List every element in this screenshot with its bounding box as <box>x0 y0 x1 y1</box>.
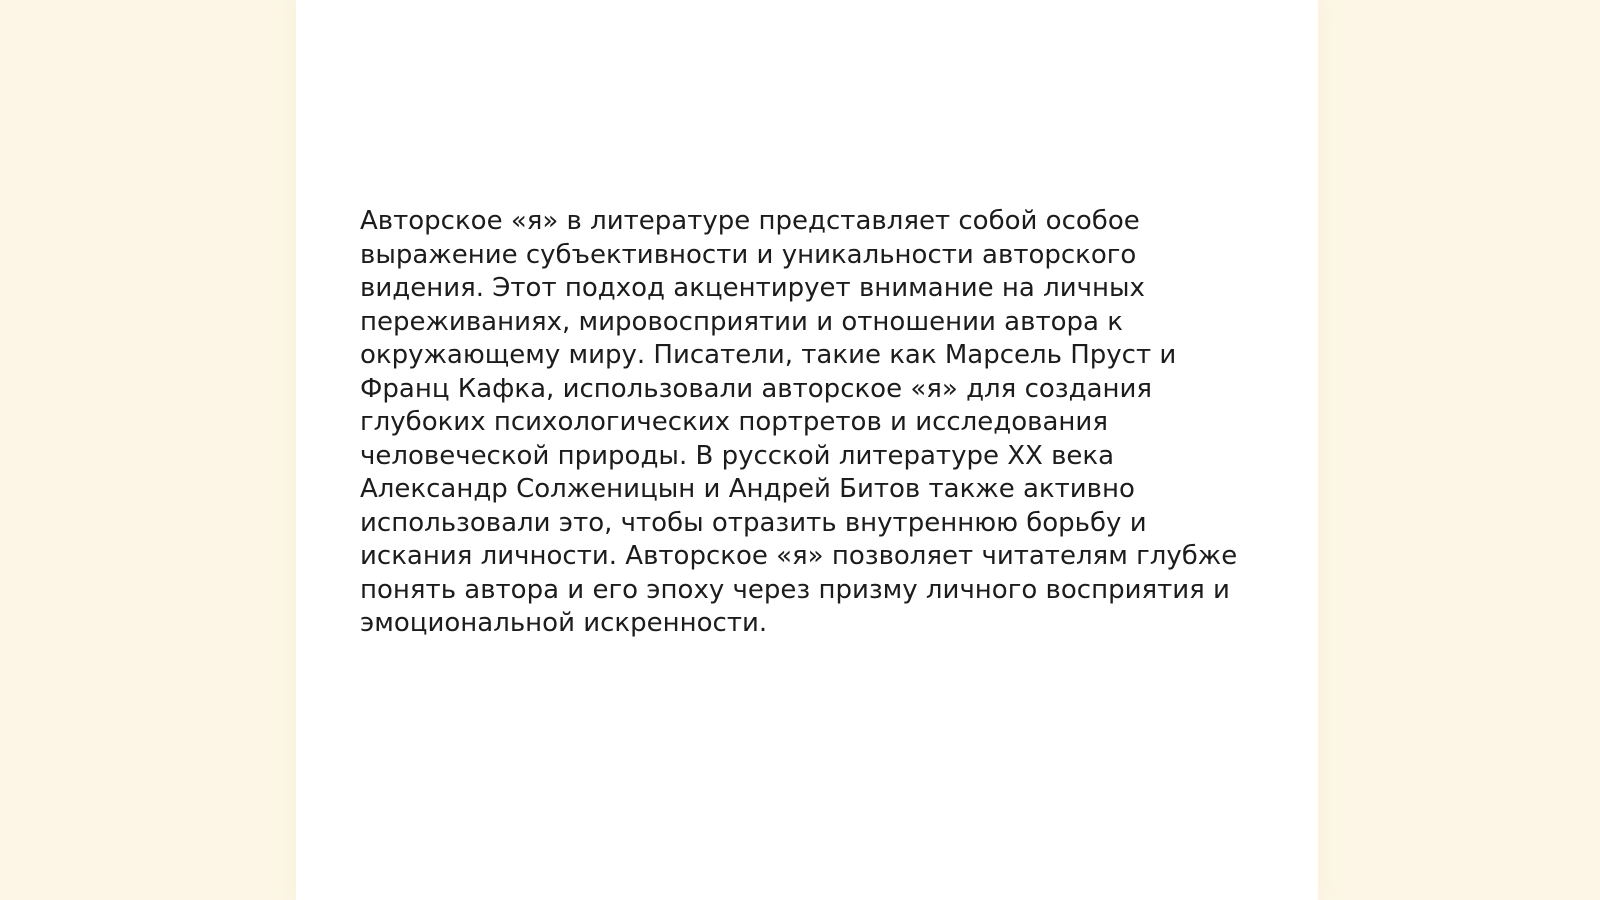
paragraph-line: понять автора и его эпоху через призму личного восприятия и <box>360 574 1230 605</box>
paragraph-line: Франц Кафка, использовали авторское «я» для создания <box>360 373 1153 404</box>
paragraph-line: переживаниях, мировосприятии и отношении автора к <box>360 306 1123 337</box>
body-paragraph <box>360 205 1240 641</box>
paragraph-line: эмоциональной искренности. <box>360 608 768 638</box>
paragraph-line: окружающему миру. Писатели, такие как Марсель Пруст и <box>360 340 1177 370</box>
paragraph-line: человеческой природы. В русской литературе XX века <box>360 440 1115 471</box>
paragraph-line: выражение субъективности и уникальности авторского <box>360 239 1137 270</box>
paragraph-line: использовали это, чтобы отразить внутреннюю борьбу и <box>360 507 1147 538</box>
document-page <box>296 0 1318 900</box>
paragraph-line: искания личности. Авторское «я» позволяет читателям глубже <box>360 541 1238 571</box>
paragraph-line: видения. Этот подход акцентирует внимание на личных <box>360 273 1145 303</box>
paragraph-line: Авторское «я» в литературе представляет собой особое <box>360 206 1140 236</box>
paragraph-line: Александр Солженицын и Андрей Битов также активно <box>360 474 1135 504</box>
paragraph-line: глубоких психологических портретов и исследования <box>360 407 1108 437</box>
